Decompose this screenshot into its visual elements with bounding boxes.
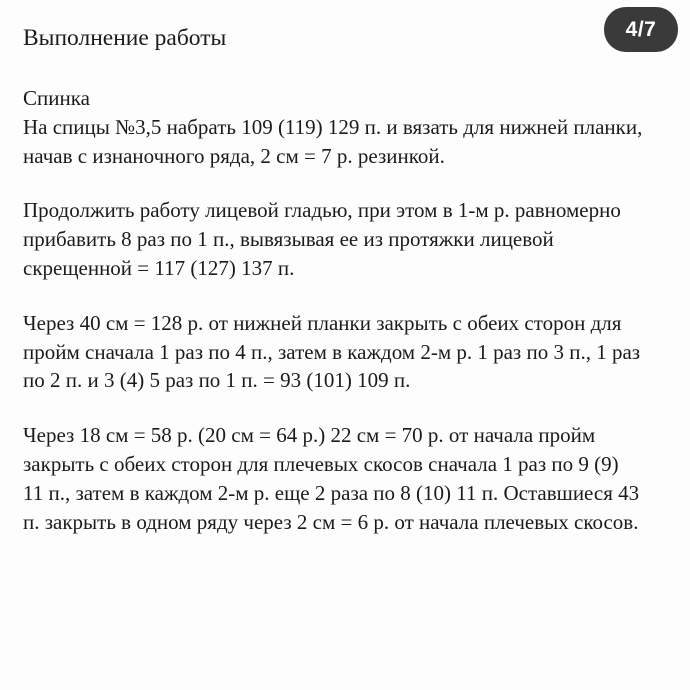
page-counter-badge bbox=[604, 7, 678, 52]
section-heading-paragraph bbox=[23, 84, 643, 113]
page-title: Выполнение работы bbox=[23, 25, 227, 51]
page-counter-label: 4/7 bbox=[625, 18, 657, 41]
section-heading: Спинка bbox=[23, 86, 90, 110]
instruction-paragraph-4: Через 18 см = 58 р. (20 см = 64 р.) 22 см = 70 р. от начала пройм закрыть с обеих сторон для плечевых скосов сначала 1 раз по 9 (9) 11 п., затем в каждом 2-м р. еще 2 раза по 8 (10) 11 п. Оставшиеся 43 п. закрыть в одном ряду через 2 см = 6 р. от начала плечевых скосов. bbox=[23, 423, 640, 534]
instruction-paragraph-2: Продолжить работу лицевой гладью, при этом в 1-м р. равномерно прибавить 8 раз по 1 п., вывязывая ее из протяжки лицевой скрещенной = 117 (127) 137 п. bbox=[23, 198, 621, 280]
instruction-paragraph-3: Через 40 см = 128 р. от нижней планки закрыть с обеих сторон для пройм сначала 1 раз по 4 п., затем в каждом 2-м р. 1 раз по 3 п., 1 раз по 2 п. и 3 (4) 5 раз по 1 п. = 93 (101) 109 п. bbox=[23, 310, 641, 393]
instruction-paragraph-1: На спицы №3,5 набрать 109 (119) 129 п. и вязать для нижней планки, начав с изнаночного ряда, 2 см = 7 р. резинкой. bbox=[23, 114, 643, 168]
instructions-body bbox=[23, 84, 643, 536]
